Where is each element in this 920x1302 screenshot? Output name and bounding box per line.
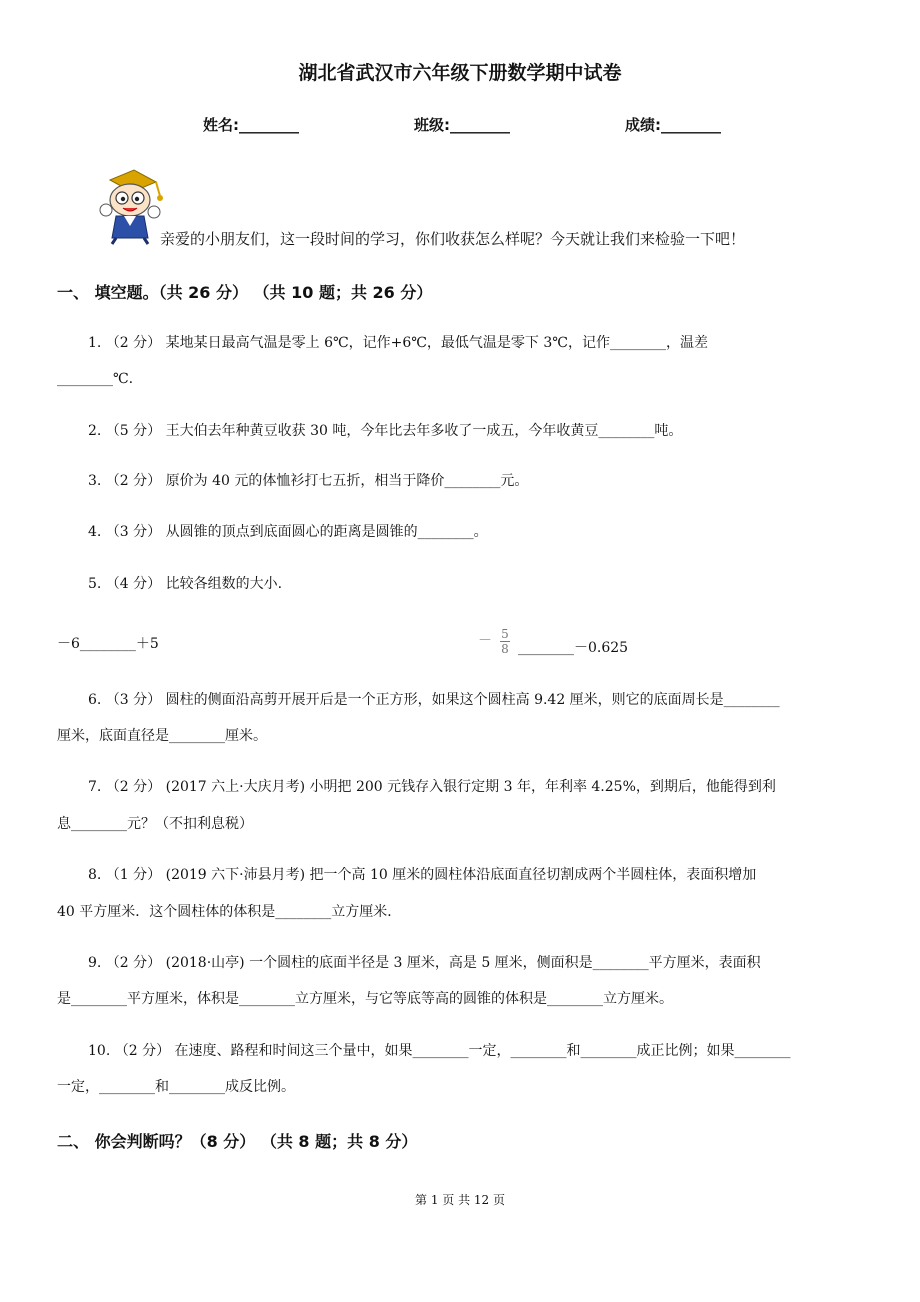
question-5-compare-right bbox=[478, 624, 628, 658]
question-2: 2. （5 分） 王大伯去年种黄豆收获 30 吨，今年比去年多收了一成五，今年收黄豆________吨。 bbox=[88, 423, 683, 439]
question-3: 3. （2 分） 原价为 40 元的体恤衫打七五折，相当于降价________元。 bbox=[88, 473, 529, 489]
fraction-denominator: 8 bbox=[501, 641, 509, 656]
question-6-line-1: 6. （3 分） 圆柱的侧面沿高剪开展开后是一个正方形，如果这个圆柱高 9.42 厘米，则它的底面周长是________ bbox=[88, 692, 780, 708]
section-heading-1: 一、 填空题。（共 26 分） （共 10 题；共 26 分） bbox=[57, 283, 433, 302]
page-title: 湖北省武汉市六年级下册数学期中试卷 bbox=[298, 62, 622, 84]
question-5-compare-right-text: ________－0.625 bbox=[518, 640, 629, 656]
question-1-line-1: 1. （2 分） 某地某日最高气温是零上 6℃，记作+6℃，最低气温是零下 3℃，记作________，温差 bbox=[88, 335, 708, 351]
greeting-text: 亲爱的小朋友们，这一段时间的学习，你们收获怎么样呢？今天就让我们来检验一下吧！ bbox=[160, 230, 746, 248]
class-field: 班级:________ bbox=[414, 116, 510, 134]
question-4: 4. （3 分） 从圆锥的顶点到底面圆心的距离是圆锥的________。 bbox=[88, 524, 488, 540]
fraction-numerator: 5 bbox=[501, 626, 509, 641]
question-10-line-2: 一定，________和________成反比例。 bbox=[57, 1079, 295, 1095]
mascot-icon bbox=[90, 166, 170, 246]
name-field: 姓名:________ bbox=[203, 116, 299, 134]
question-9-line-2: 是________平方厘米，体积是________立方厘米，与它等底等高的圆锥的体积是________立方厘米。 bbox=[57, 991, 673, 1007]
question-6-line-2: 厘米，底面直径是________厘米。 bbox=[57, 728, 267, 744]
question-1-line-2: ________℃. bbox=[57, 371, 134, 387]
section-heading-2: 二、 你会判断吗？（8 分） （共 8 题；共 8 分） bbox=[57, 1132, 418, 1151]
page-footer: 第 1 页 共 12 页 bbox=[415, 1193, 505, 1207]
question-10-line-1: 10. （2 分） 在速度、路程和时间这三个量中，如果________一定，________和________成正比例；如果________ bbox=[88, 1043, 791, 1059]
score-field: 成绩:________ bbox=[625, 116, 721, 134]
question-5: 5. （4 分） 比较各组数的大小. bbox=[88, 576, 283, 592]
question-8-line-2: 40 平方厘米．这个圆柱体的体积是________立方厘米． bbox=[57, 904, 402, 920]
question-7-line-2: 息________元？（不扣利息税） bbox=[57, 816, 253, 832]
question-7-line-1: 7. （2 分） (2017 六上·大庆月考) 小明把 200 元钱存入银行定期 3 年，年利率 4.25%，到期后，他能得到利 bbox=[88, 779, 776, 795]
fraction-five-eighths bbox=[500, 628, 510, 655]
fraction-sign: － bbox=[478, 633, 492, 649]
question-8-line-1: 8. （1 分） (2019 六下·沛县月考) 把一个高 10 厘米的圆柱体沿底面直径切割成两个半圆柱体，表面积增加 bbox=[88, 867, 757, 883]
question-9-line-1: 9. （2 分） (2018·山亭) 一个圆柱的底面半径是 3 厘米，高是 5 厘米，侧面积是________平方厘米，表面积 bbox=[88, 955, 761, 971]
question-5-compare-left: －6________＋5 bbox=[57, 636, 159, 652]
